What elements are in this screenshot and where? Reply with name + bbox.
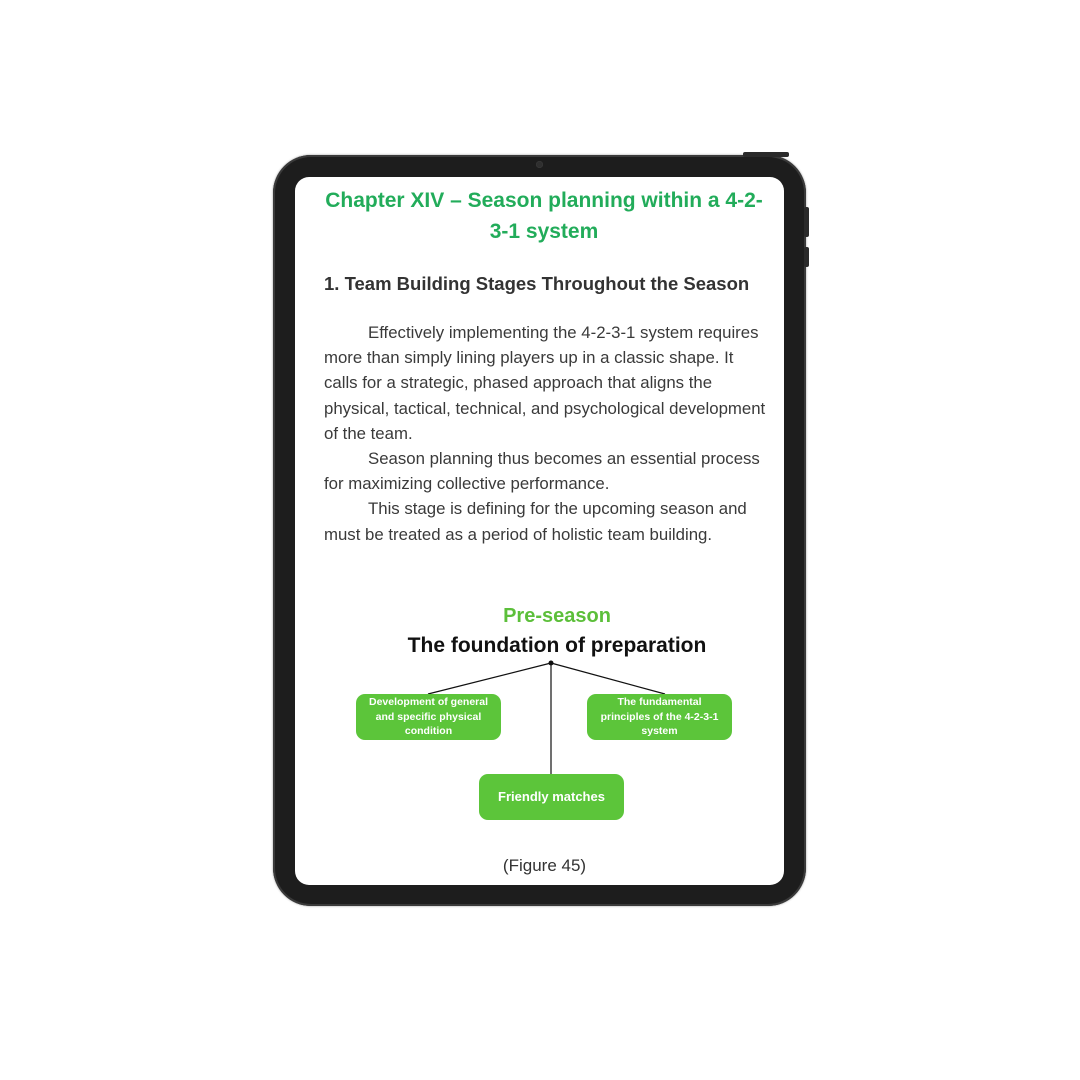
- tablet-device: [273, 155, 806, 906]
- node-label: Friendly matches: [498, 789, 605, 804]
- diagram-title: The foundation of preparation: [407, 634, 707, 657]
- diagram-subtitle: Pre-season: [503, 605, 611, 627]
- volume-up-button: [804, 207, 809, 237]
- paragraph: Effectively implementing the 4-2-3-1 system requires more than simply lining players up in a classic shape. It calls for a strategic, phased approach that aligns the physical, tactical, technical, and psychological development of the team.: [324, 323, 766, 443]
- node-friendly-matches: [479, 774, 624, 820]
- paragraph: This stage is defining for the upcoming season and must be treated as a period of holistic team building.: [324, 499, 747, 544]
- front-camera-icon: [536, 161, 543, 168]
- connector-left: [428, 663, 551, 694]
- chapter-title: Chapter XIV – Season planning within a 4-2-3-1 system: [325, 189, 763, 243]
- power-button: [743, 152, 789, 157]
- figure-caption: (Figure 45): [502, 856, 587, 875]
- node-physical-condition: [356, 694, 501, 740]
- volume-down-button: [804, 247, 809, 267]
- paragraph: Season planning thus becomes an essential process for maximizing collective performance.: [324, 449, 760, 494]
- connector-right: [551, 663, 665, 694]
- node-label: Development of general and specific physical condition: [368, 696, 489, 738]
- node-label: The fundamental principles of the 4-2-3-1 system: [600, 696, 719, 738]
- node-fundamental-principles: [587, 694, 732, 740]
- tablet-screen: [295, 177, 784, 885]
- section-title: 1. Team Building Stages Throughout the Season: [324, 273, 750, 294]
